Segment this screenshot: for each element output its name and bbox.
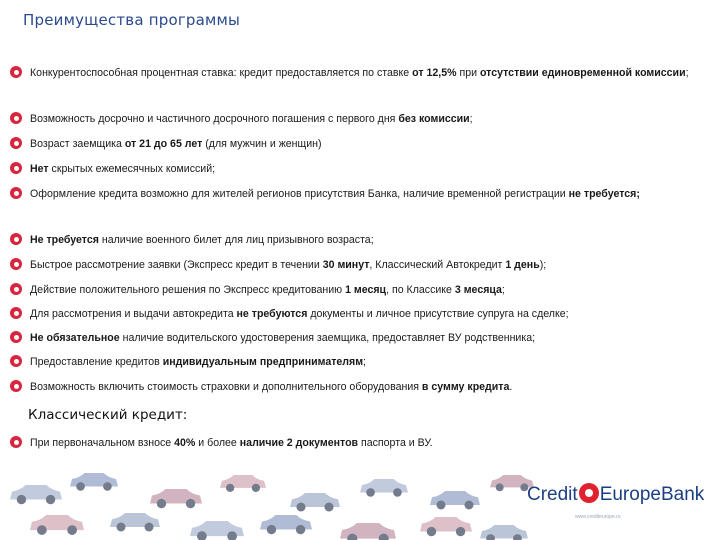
emphasis-text: 30 минут — [322, 259, 370, 271]
bullet-icon — [10, 137, 22, 149]
emphasis-text: индивидуальным предпринимателям — [162, 356, 364, 368]
bullet-icon — [10, 331, 22, 343]
emphasis-text: 3 месяца — [454, 284, 502, 296]
bullet-icon — [10, 112, 22, 124]
plain-text: документы и личное присутствие супруга на сделке; — [307, 308, 569, 320]
car-icon — [290, 493, 340, 512]
car-icon — [110, 513, 160, 532]
bullet-icon — [10, 355, 22, 367]
emphasis-text: 1 месяц — [345, 284, 387, 296]
car-icon — [260, 515, 312, 534]
plain-text: и более — [195, 437, 240, 449]
credit-europe-bank-logo — [527, 483, 704, 506]
plain-text: При первоначальном взносе — [30, 437, 175, 449]
car-icon — [430, 491, 480, 510]
list-item-text — [30, 326, 716, 350]
plain-text: паспорта и ВУ. — [358, 437, 433, 449]
car-icon — [220, 475, 266, 492]
list-item-text — [30, 132, 716, 156]
plain-text: Возможность досрочно и частичного досрочного погашения с первого дня — [30, 113, 399, 125]
plain-text: ); — [539, 259, 547, 271]
list-item-text — [30, 350, 716, 374]
bullet-icon — [10, 436, 22, 448]
plain-text: Быстрое рассмотрение заявки (Экспресс кредит в течении — [30, 259, 323, 271]
plain-text: Возраст заемщика — [30, 138, 125, 150]
logo-text-europebank: EuropeBank — [599, 484, 705, 505]
emphasis-text: Нет — [30, 163, 49, 175]
plain-text: ; — [501, 284, 505, 296]
emphasis-text: без комиссии — [398, 113, 470, 125]
plain-text: наличие водительского удостоверения заемщика, предоставляет ВУ родственника; — [119, 332, 536, 344]
plain-text: наличие военного билет для лиц призывного возраста; — [98, 234, 374, 246]
plain-text: Для рассмотрения и выдачи автокредита — [30, 308, 237, 320]
emphasis-text: отсутствии единовременной комиссии — [479, 67, 686, 79]
page-title: Преимущества программы — [23, 11, 241, 29]
plain-text: ; — [685, 67, 689, 79]
classic-credit-heading: Классический кредит: — [28, 407, 188, 423]
car-icon — [420, 517, 472, 536]
list-item-text — [30, 253, 716, 277]
list-item-text — [30, 182, 716, 206]
car-icon — [340, 523, 396, 540]
list-item-text — [30, 431, 716, 455]
plain-text: Действие положительного решения по Экспресс кредитованию — [30, 284, 346, 296]
list-item-text — [30, 375, 716, 399]
bullet-icon — [10, 258, 22, 270]
bullet-icon — [10, 162, 22, 174]
emphasis-text: 1 день — [505, 259, 540, 271]
car-icon — [70, 473, 118, 491]
emphasis-text: от 21 до 65 лет — [124, 138, 203, 150]
plain-text: Конкурентоспособная процентная ставка: кредит предоставляется по ставке — [30, 67, 413, 79]
car-icon — [10, 485, 62, 504]
bullet-icon — [10, 380, 22, 392]
bullet-icon — [10, 233, 22, 245]
logo-mark-icon — [579, 483, 599, 503]
car-icon — [150, 489, 202, 508]
list-item-text — [30, 61, 716, 85]
bullet-icon — [10, 283, 22, 295]
list-item-text — [30, 107, 716, 131]
plain-text: , Классический Автокредит — [369, 259, 506, 271]
car-icon — [480, 525, 528, 540]
list-item-text — [30, 228, 716, 252]
plain-text: Предоставление кредитов — [30, 356, 163, 368]
plain-text: ; — [363, 356, 366, 368]
list-item-text — [30, 302, 716, 326]
emphasis-text: 40% — [174, 437, 196, 449]
plain-text: Возможность включить стоимость страховки и дополнительного оборудования — [30, 381, 422, 393]
emphasis-text: Не требуется — [30, 234, 99, 246]
plain-text: (для мужчин и женщин) — [202, 138, 322, 150]
emphasis-text: Не обязательное — [30, 332, 120, 344]
emphasis-text: не требуется; — [568, 188, 640, 200]
car-icon — [30, 515, 84, 535]
car-icon — [190, 521, 244, 540]
plain-text: , по Классике — [386, 284, 455, 296]
plain-text: ; — [469, 113, 473, 125]
plain-text: при — [456, 67, 480, 79]
bullet-icon — [10, 307, 22, 319]
plain-text: скрытых ежемесячных комиссий; — [48, 163, 216, 175]
plain-text: . — [509, 381, 513, 393]
logo-url: www.crediteurope.ru — [575, 514, 621, 520]
plain-text: Оформление кредита возможно для жителей регионов присутствия Банка, наличие временной регистрации — [30, 188, 569, 200]
emphasis-text: наличие 2 документов — [239, 437, 359, 449]
bullet-icon — [10, 187, 22, 199]
bullet-icon — [10, 66, 22, 78]
logo-text-credit: Credit — [527, 484, 578, 505]
emphasis-text: в сумму кредита — [421, 381, 510, 393]
list-item-text — [30, 278, 716, 302]
emphasis-text: от 12,5% — [412, 67, 457, 79]
car-icon — [360, 479, 408, 497]
emphasis-text: не требуются — [236, 308, 308, 320]
list-item-text — [30, 157, 716, 181]
